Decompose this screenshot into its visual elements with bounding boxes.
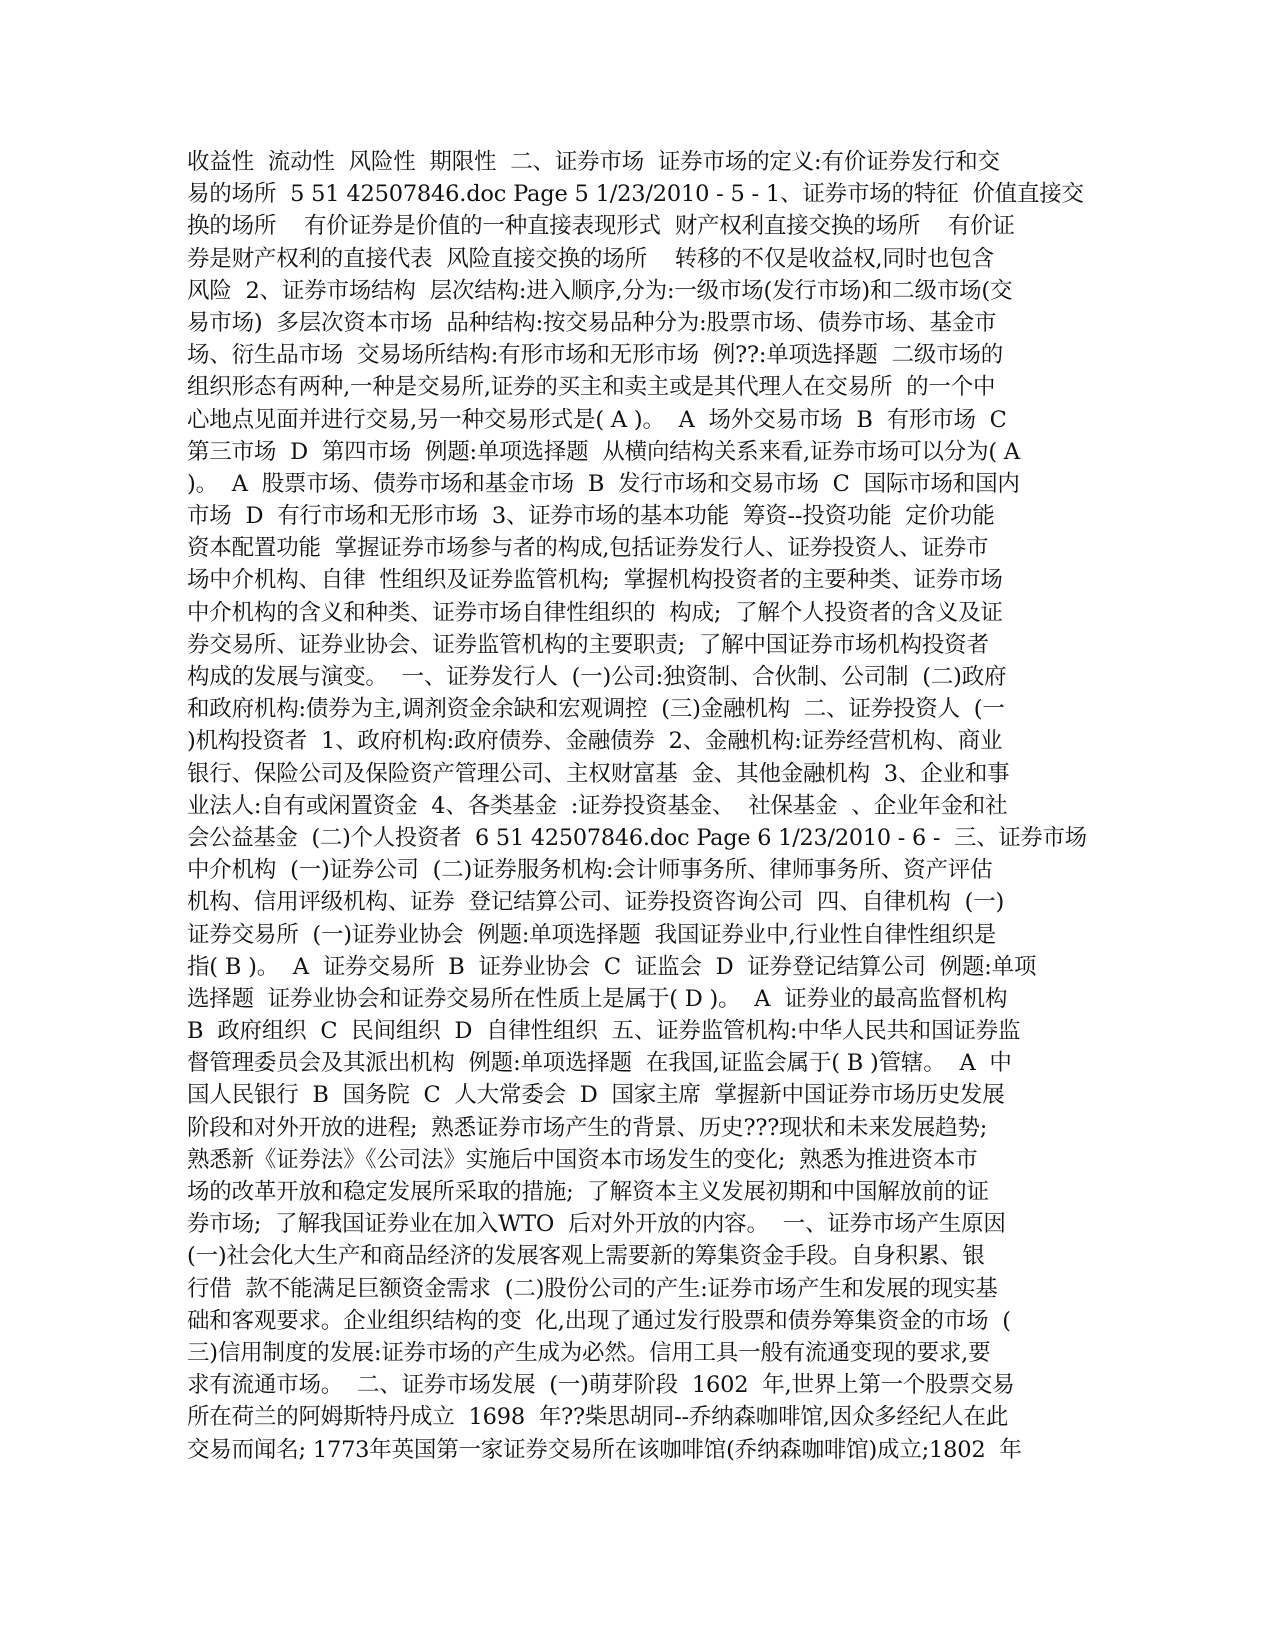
text-line: 第三市场 D 第四市场 例题:单项选择题 从横向结构关系来看,证券市场可以分为( A bbox=[187, 438, 1020, 465]
text-line: 和政府机构:债券为主,调剂资金余缺和宏观调控 (三)金融机构 二、证券投资人 (一 bbox=[187, 696, 1005, 723]
text-line: 市场 D 有行市场和无形市场 3、证券市场的基本功能 筹资--投资功能 定价功能 bbox=[187, 503, 995, 530]
text-line: 指( B )。 A 证券交易所 B 证券业协会 C 证监会 D 证券登记结算公司 例题:单项 bbox=[187, 953, 1037, 980]
text-line: )机构投资者 1、政府机构:政府债券、金融债券 2、金融机构:证券经营机构、商业 bbox=[187, 728, 1003, 755]
text-line: 中介机构的含义和种类、证券市场自律性组织的 构成; 了解个人投资者的含义及证 bbox=[187, 599, 1003, 626]
text-line: 三)信用制度的发展:证券市场的产生成为必然。信用工具一般有流通变现的要求,要 bbox=[187, 1339, 991, 1366]
text-line: 银行、保险公司及保险资产管理公司、主权财富基 金、其他金融机构 3、企业和事 bbox=[187, 760, 1010, 787]
text-line: 场的改革开放和稳定发展所采取的措施; 了解资本主义发展初期和中国解放前的证 bbox=[187, 1179, 989, 1205]
text-line: 业法人:自有或闲置资金 4、各类基金 :证券投资基金、 社保基金 、企业年金和社 bbox=[187, 792, 1008, 819]
text-line: 督管理委员会及其派出机构 例题:单项选择题 在我国,证监会属于( B )管辖。 A 中 bbox=[187, 1050, 1012, 1077]
text-line: 换的场所 有价证券是价值的一种直接表现形式 财产权利直接交换的场所 有价证 bbox=[187, 213, 1015, 240]
text-line: 证券交易所 (一)证券业协会 例题:单项选择题 我国证券业中,行业性自律性组织是 bbox=[187, 921, 997, 948]
text-line: 础和客观要求。企业组织结构的变 化,出现了通过发行股票和债券筹集资金的市场 ( bbox=[187, 1307, 1011, 1334]
text-line: 易的场所 5 51 42507846.doc Page 5 1/23/2010 - 5 - 1、证券市场的特征 价值直接交 bbox=[187, 181, 1084, 208]
text-line: 场、衍生品市场 交易场所结构:有形市场和无形市场 例??:单项选择题 二级市场的 bbox=[187, 342, 1004, 369]
text-line: 行借 款不能满足巨额资金需求 (二)股份公司的产生:证券市场产生和发展的现实基 bbox=[187, 1275, 998, 1302]
document-body-text bbox=[187, 146, 1087, 1466]
text-line: 资本配置功能 掌握证券市场参与者的构成,包括证券发行人、证券投资人、证券市 bbox=[187, 535, 989, 562]
text-line: 求有流通市场。 二、证券市场发展 (一)萌芽阶段 1602 年,世界上第一个股票交易 bbox=[187, 1372, 1015, 1399]
text-line: B 政府组织 C 民间组织 D 自律性组织 五、证券监管机构:中华人民共和国证券监 bbox=[187, 1018, 1021, 1045]
text-line: 选择题 证券业协会和证券交易所在性质上是属于( D )。 A 证券业的最高监督机构 bbox=[187, 985, 1008, 1012]
text-line: 心地点见面并进行交易,另一种交易形式是( A )。 A 场外交易市场 B 有形市场 C bbox=[187, 406, 1007, 433]
text-line: 易市场) 多层次资本市场 品种结构:按交易品种分为:股票市场、债券市场、基金市 bbox=[187, 309, 997, 336]
text-line: (一)社会化大生产和商品经济的发展客观上需要新的筹集资金手段。自身积累、银 bbox=[187, 1243, 985, 1270]
text-line: )。 A 股票市场、债券市场和基金市场 B 发行市场和交易市场 C 国际市场和国内 bbox=[187, 470, 1020, 497]
text-line: 风险 2、证券市场结构 层次结构:进入顺序,分为:一级市场(发行市场)和二级市场(交 bbox=[187, 277, 1013, 304]
text-line: 收益性 流动性 风险性 期限性 二、证券市场 证券市场的定义:有价证券发行和交 bbox=[187, 149, 1000, 175]
text-line: 中介机构 (一)证券公司 (二)证券服务机构:会计师事务所、律师事务所、资产评估 bbox=[187, 857, 993, 884]
text-line: 会公益基金 (二)个人投资者 6 51 42507846.doc Page 6 1/23/2010 - 6 - 三、证券市场 bbox=[187, 824, 1087, 851]
text-line: 交易而闻名; 1773年英国第一家证券交易所在该咖啡馆(乔纳森咖啡馆)成立;1802 年 bbox=[187, 1436, 1022, 1463]
text-line: 场中介机构、自律 性组织及证券监管机构; 掌握机构投资者的主要种类、证券市场 bbox=[187, 567, 1003, 594]
text-line: 构成的发展与演变。 一、证券发行人 (一)公司:独资制、合伙制、公司制 (二)政府 bbox=[187, 664, 1007, 690]
text-line: 券是财产权利的直接代表 风险直接交换的场所 转移的不仅是收益权,同时也包含 bbox=[187, 245, 994, 272]
text-line: 组织形态有两种,一种是交易所,证券的买主和卖主或是其代理人在交易所 的一个中 bbox=[187, 374, 996, 401]
text-line: 机构、信用评级机构、证券 登记结算公司、证券投资咨询公司 四、自律机构 (一) bbox=[187, 889, 1005, 916]
text-line: 熟悉新《证券法》《公司法》实施后中国资本市场发生的变化; 熟悉为推进资本市 bbox=[187, 1146, 978, 1173]
text-line: 国人民银行 B 国务院 C 人大常委会 D 国家主席 掌握新中国证券市场历史发展 bbox=[187, 1082, 1005, 1109]
text-line: 所在荷兰的阿姆斯特丹成立 1698 年??柴思胡同--乔纳森咖啡馆,因众多经纪人在此 bbox=[187, 1404, 1009, 1431]
text-line: 阶段和对外开放的进程; 熟悉证券市场产生的背景、历史???现状和未来发展趋势; bbox=[187, 1114, 988, 1141]
text-line: 券市场; 了解我国证券业在加入WTO 后对外开放的内容。 一、证券市场产生原因 bbox=[187, 1211, 1006, 1238]
text-line: 券交易所、证券业协会、证券监管机构的主要职责; 了解中国证券市场机构投资者 bbox=[187, 631, 989, 658]
